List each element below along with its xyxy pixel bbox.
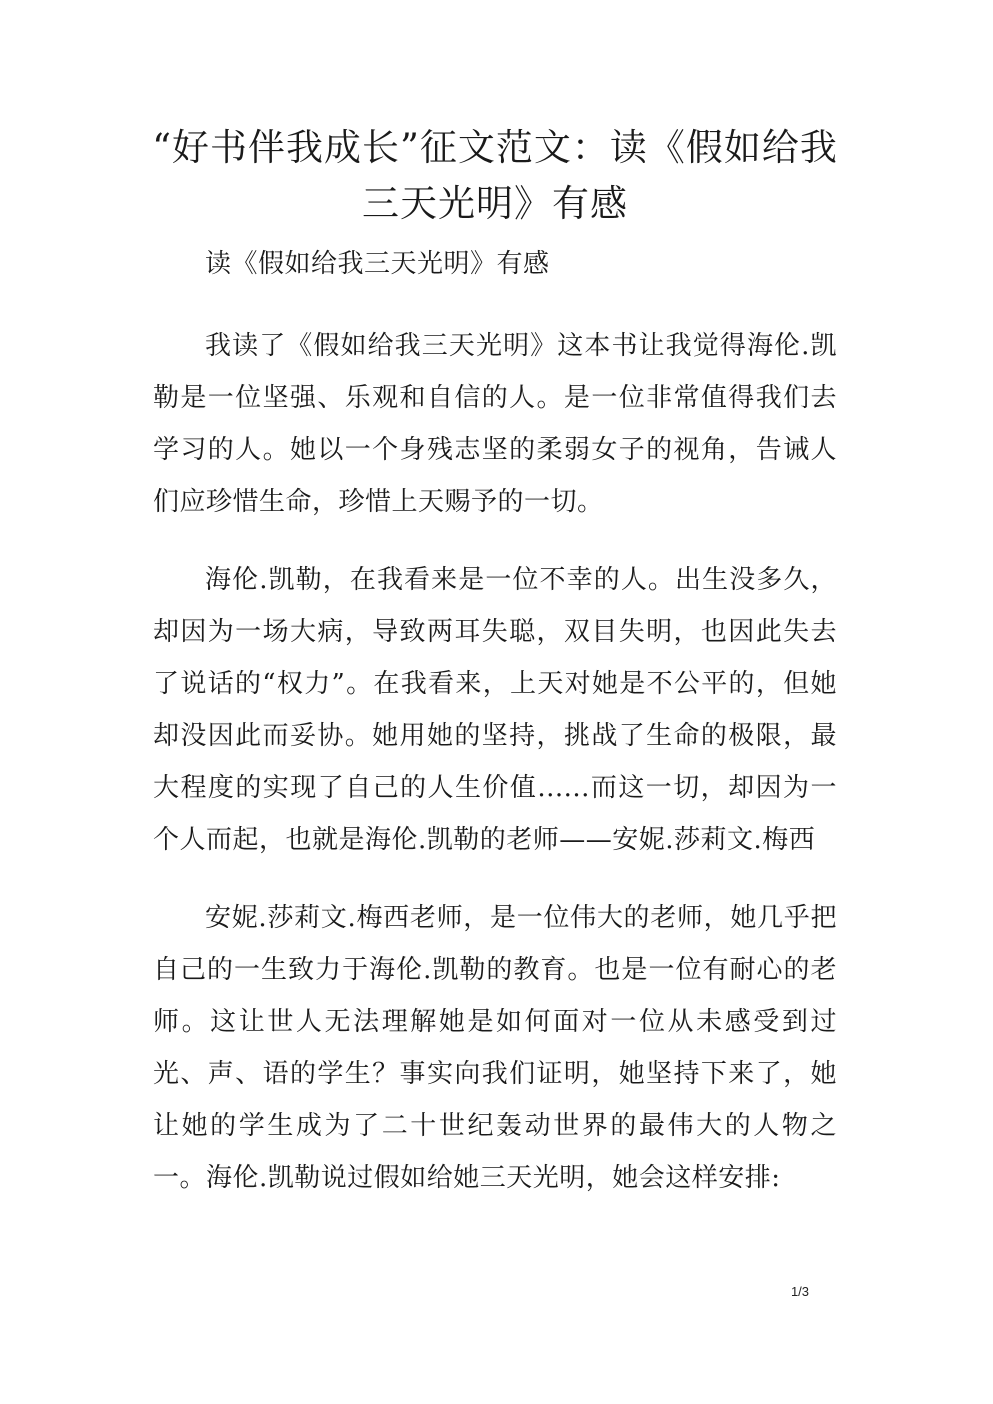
paragraph-1: 我读了《假如给我三天光明》这本书让我觉得海伦.凯勒是一位坚强、乐观和自信的人。是一位非常值得我们去学习的人。她以一个身残志坚的柔弱女子的视角，告诫人们应珍惜生命，珍惜上天赐予的一切。 — [153, 331, 837, 517]
document-title: “好书伴我成长”征文范文：读《假如给我三天光明》有感 — [152, 126, 838, 225]
page-number: 1/3 — [790, 1284, 810, 1299]
paragraph-3: 安妮.莎莉文.梅西老师，是一位伟大的老师，她几乎把自己的一生致力于海伦.凯勒的教育。也是一位有耐心的老师。这让世人无法理解她是如何面对一位从未感受到过光、声、语的学生？事实向我们证明，她坚持下来了，她让她的学生成为了二十世纪轰动世界的最伟大的人物之一。海伦.凯勒说过假如给她三天光明，她会这样安排: — [153, 903, 837, 1193]
document-body — [153, 238, 837, 1230]
paragraph-2: 海伦.凯勒，在我看来是一位不幸的人。出生没多久，却因为一场大病，导致两耳失聪，双目失明，也因此失去了说话的“权力”。在我看来，上天对她是不公平的，但她却没因此而妥协。她用她的坚持，挑战了生命的极限，最大程度的实现了自己的人生价值......而这一切，却因为一个人而起，也就是海伦.凯勒的老师——安妮.莎莉文.梅西 — [153, 565, 837, 855]
essay-subtitle: 读《假如给我三天光明》有感 — [205, 249, 550, 279]
